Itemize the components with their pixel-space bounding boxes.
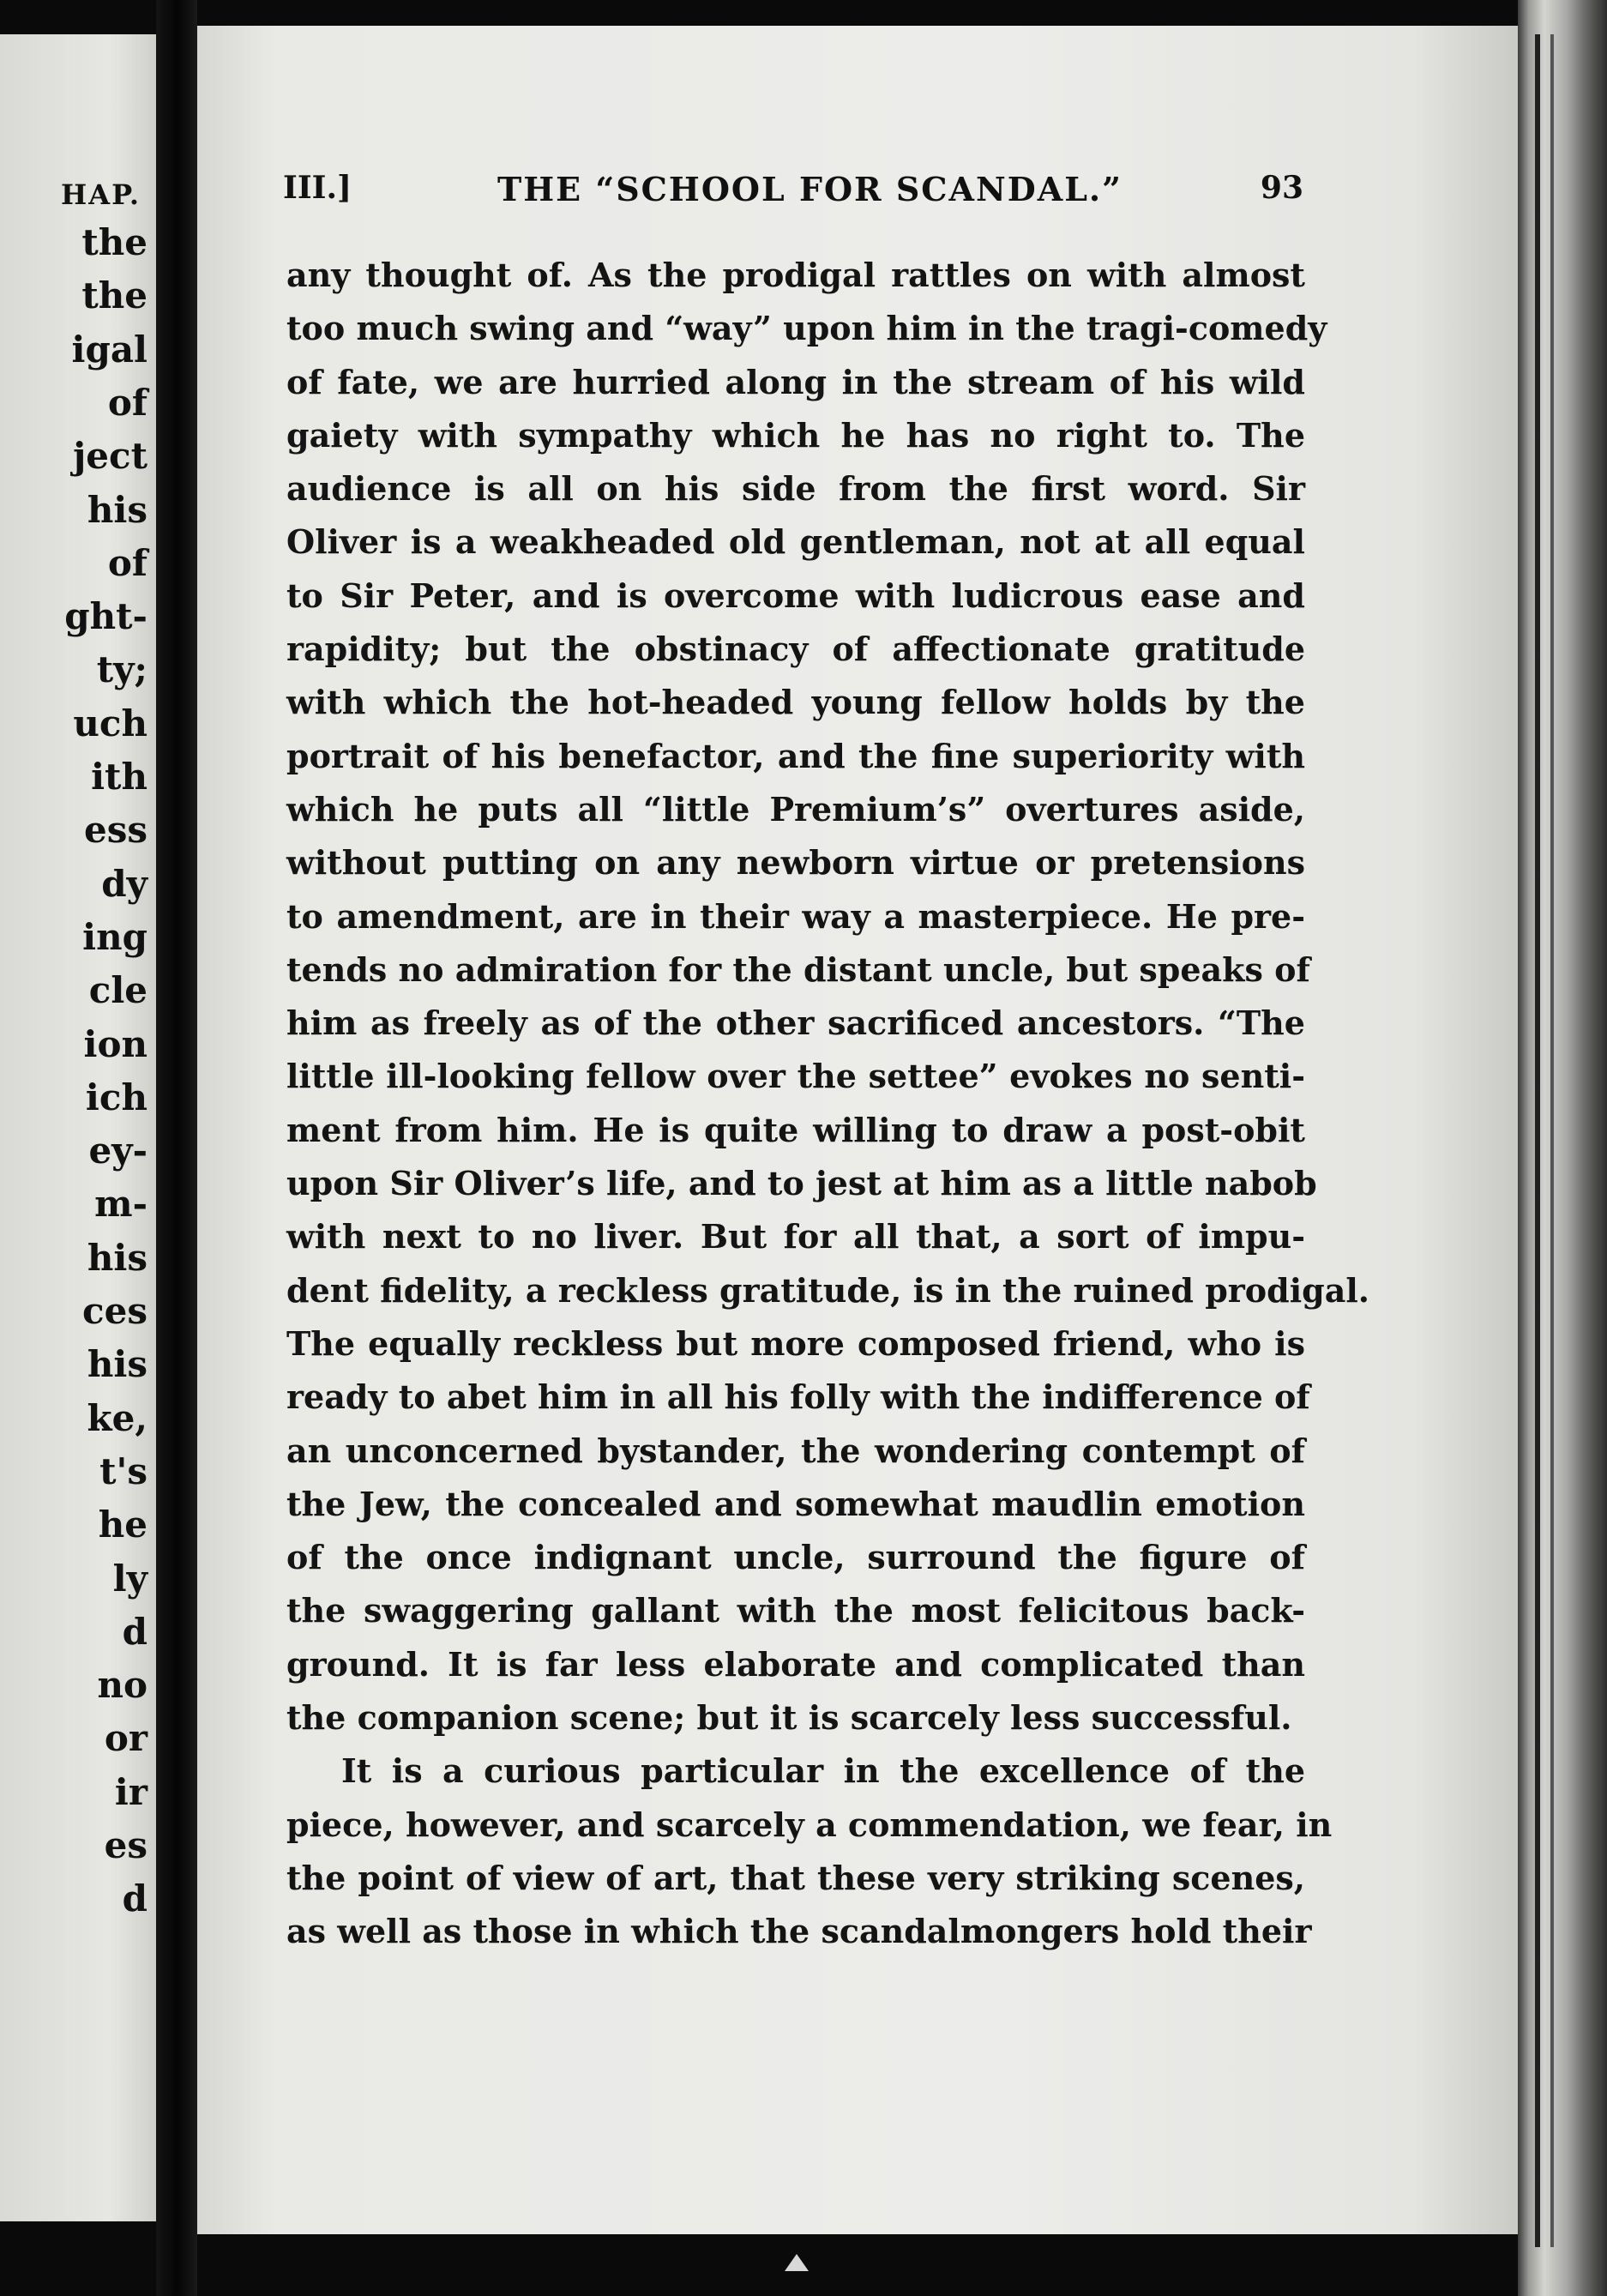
text-line: to amendment, are in their way a masterpiece. He pre-: [286, 896, 1305, 936]
text-line: an unconcerned bystander, the wondering contempt of: [286, 1431, 1305, 1470]
body-text: [286, 249, 1370, 1959]
text-line: which he puts all “little Premium’s” overtures aside,: [286, 789, 1305, 829]
text-line: any thought of. As the prodigal rattles on with almost: [286, 256, 1305, 294]
left-page-text-fragment: dy: [101, 862, 147, 905]
text-line: of fate, we are hurried along in the stream of his wild: [286, 362, 1305, 401]
left-page-fragment: [0, 34, 156, 2221]
text-line: as well as those in which the scandalmongers hold their: [286, 1912, 1312, 1951]
left-page-text-fragment: es: [104, 1824, 147, 1866]
text-line: too much swing and “way” upon him in the tragi-comedy: [286, 309, 1327, 348]
left-page-text-fragment: m-: [94, 1183, 147, 1226]
text-line: him as freely as of the other sacrificed ancestors. “The: [286, 1003, 1305, 1043]
left-page-text-fragment: ces: [82, 1290, 147, 1332]
left-page-text-fragment: ght-: [64, 595, 147, 638]
left-page-text-fragment: of: [107, 541, 147, 584]
left-page-text-fragment: he: [98, 1504, 147, 1546]
left-page-text-fragment: ir: [114, 1770, 147, 1813]
left-page-text-fragment: t's: [99, 1449, 147, 1492]
left-page-text-fragment: no: [97, 1664, 147, 1707]
text-line: the point of view of art, that these very striking scenes,: [286, 1858, 1305, 1897]
text-line: the companion scene; but it is scarcely less successful.: [286, 1698, 1292, 1738]
text-line: ment from him. He is quite willing to draw a post-obit: [286, 1110, 1305, 1149]
left-page-text-fragment: igal: [71, 328, 147, 371]
text-line: portrait of his benefactor, and the fine superiority with: [286, 736, 1305, 775]
text-line: audience is all on his side from the first word. Sir: [286, 469, 1305, 509]
chapter-numeral: III.]: [283, 170, 352, 206]
text-line: It is a curious particular in the excellence of the: [341, 1751, 1305, 1791]
text-line: piece, however, and scarcely a commendation, we fear, in: [286, 1805, 1333, 1844]
text-line: the swaggering gallant with the most felicitous back-: [286, 1591, 1305, 1630]
left-page-text-fragment: the: [81, 274, 147, 317]
text-line: gaiety with sympathy which he has no right to. The: [286, 415, 1305, 455]
text-line: without putting on any newborn virtue or pretensions: [286, 843, 1305, 883]
scan-mark: [785, 2254, 809, 2271]
text-line: The equally reckless but more composed friend, who is: [286, 1323, 1305, 1363]
left-page-text-fragment: cle: [88, 969, 147, 1012]
page-title: THE “SCHOOL FOR SCANDAL.”: [497, 170, 1123, 208]
left-page-text-fragment: ly: [112, 1557, 147, 1600]
left-page-text-fragment: the: [81, 221, 147, 263]
text-line: rapidity; but the obstinacy of affectionate gratitude: [286, 630, 1305, 669]
left-page-text-fragment: ing: [82, 915, 147, 958]
text-line: Oliver is a weakheaded old gentleman, not at all equal: [286, 522, 1305, 562]
text-line: the Jew, the concealed and somewhat maudlin emotion: [286, 1484, 1305, 1523]
left-page-text-fragment: his: [87, 1343, 147, 1386]
text-line: with next to no liver. But for all that, a sort of impu-: [286, 1217, 1305, 1256]
page-edge: [1518, 0, 1607, 2296]
page-edge-line: [1535, 34, 1540, 2247]
left-page-text-fragment: ith: [91, 756, 147, 798]
left-page-text-fragment: d: [122, 1610, 147, 1653]
paragraph: [286, 1745, 1333, 1958]
text-line: tends no admiration for the distant uncle, but speaks of: [286, 949, 1310, 989]
left-page-text-fragment: uch: [73, 702, 147, 744]
text-line: of the once indignant uncle, surround the figure of: [286, 1538, 1305, 1577]
left-page-text-fragment: ey-: [88, 1130, 147, 1172]
left-page-text-fragment: ich: [85, 1076, 147, 1118]
left-page-text-fragment: ke,: [87, 1396, 147, 1439]
left-page-text-fragment: his: [87, 1236, 147, 1279]
left-page-text-fragment: ject: [73, 435, 147, 478]
text-line: little ill-looking fellow over the settee” evokes no senti-: [286, 1057, 1305, 1096]
left-page-text-fragment: ty;: [96, 648, 147, 691]
text-line: ground. It is far less elaborate and complicated than: [286, 1644, 1305, 1684]
text-line: upon Sir Oliver’s life, and to jest at him as a little nabob: [286, 1164, 1317, 1203]
running-head: [283, 170, 1303, 213]
text-line: dent fidelity, a reckless gratitude, is in the ruined prodigal.: [286, 1270, 1370, 1310]
left-page-text-fragment: his: [87, 488, 147, 531]
left-page-text-fragment: ess: [83, 809, 147, 852]
left-page-text-fragment: ion: [83, 1022, 147, 1065]
left-page-text-fragment: d: [122, 1877, 147, 1920]
page-number: 93: [1260, 170, 1303, 206]
left-page-text-fragment: of: [107, 381, 147, 424]
left-running-head: HAP.: [61, 178, 141, 211]
text-line: to Sir Peter, and is overcome with ludicrous ease and: [286, 576, 1305, 615]
book-gutter: [156, 0, 197, 2296]
text-line: with which the hot-headed young fellow holds by the: [286, 683, 1305, 722]
text-line: ready to abet him in all his folly with the indifference of: [286, 1377, 1310, 1417]
left-page-text-fragment: or: [104, 1717, 147, 1760]
paragraph: [286, 249, 1370, 1745]
page-edge-line: [1550, 34, 1554, 2247]
